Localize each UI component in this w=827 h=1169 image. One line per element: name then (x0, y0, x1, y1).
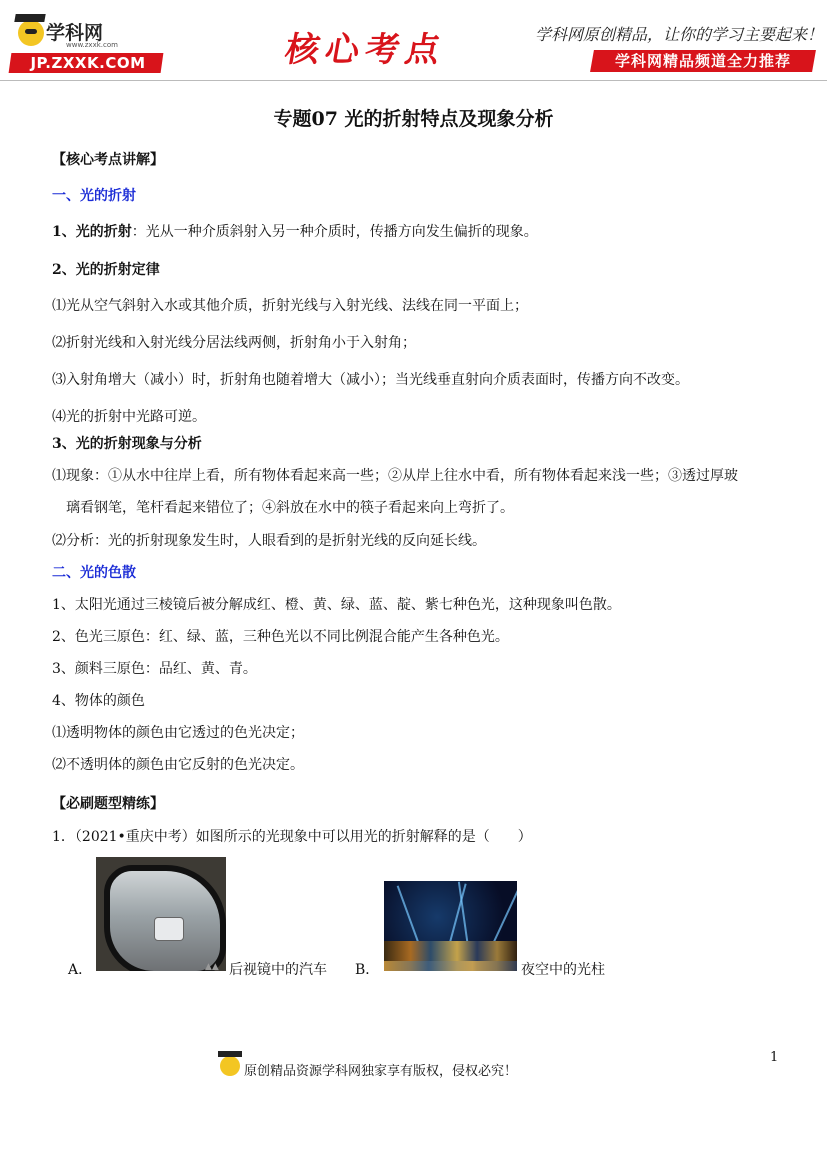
section-heading-core: 【核心考点讲解】 (52, 152, 164, 168)
header-title: 核心考点 (281, 30, 449, 70)
heading-refraction: 一、光的折射 (52, 188, 136, 204)
car-icon (154, 917, 184, 941)
law-item-1: ⑴光从空气斜射入水或其他介质，折射光线与入射光线、法线在同一平面上； (52, 298, 528, 314)
option-b-image[interactable] (384, 881, 517, 971)
page-number: 1 (770, 1050, 779, 1065)
footer-copyright: 原创精品资源学科网独家享有版权，侵权必究！ (244, 1064, 518, 1079)
water-reflection (384, 961, 517, 971)
subheading-law: 2、光的折射定律 (52, 262, 160, 278)
document-title: 专题07 光的折射特点及现象分析 (273, 108, 554, 130)
phenomena-line-1: ⑴现象：①从水中往岸上看，所有物体看起来高一些；②从岸上往水中看，所有物体看起来浅一些；③透过厚玻 (52, 468, 738, 484)
section-heading-practice: 【必刷题型精练】 (52, 796, 164, 812)
analysis-line: ⑵分析：光的折射现象发生时，人眼看到的是折射光线的反向延长线。 (52, 533, 486, 549)
header-slogan: 学科网原创精品，让你的学习主要起来！ (535, 25, 824, 44)
picture-placeholder-icon: ▲▲ (205, 962, 219, 972)
dispersion-item-2: 2、色光三原色：红、绿、蓝，三种色光以不同比例混合能产生各种色光。 (52, 629, 509, 645)
phenomena-line-2: 璃看钢笔，笔杆看起来错位了；④斜放在水中的筷子看起来向上弯折了。 (66, 500, 514, 516)
heading-dispersion: 二、光的色散 (52, 565, 136, 581)
option-b-text[interactable]: 夜空中的光柱 (521, 962, 605, 978)
object-color-1: ⑴透明物体的颜色由它透过的色光决定； (52, 725, 304, 741)
option-a-label[interactable]: A． (68, 962, 93, 978)
question-1: 1．（2021•重庆中考）如图所示的光现象中可以用光的折射解释的是（ ） (52, 829, 532, 845)
dispersion-item-3: 3、颜料三原色：品红、黄、青。 (52, 661, 257, 677)
option-a-image[interactable] (96, 857, 226, 971)
option-a-text[interactable]: 后视镜中的汽车 (229, 962, 327, 978)
logo-url: www.zxxk.com (66, 41, 118, 49)
law-item-3: ⑶入射角增大（减小）时，折射角也随着增大（减小）；当光线垂直射向介质表面时，传播方向不改变。 (52, 372, 689, 388)
object-color-2: ⑵不透明体的颜色由它反射的色光决定。 (52, 757, 304, 773)
logo-mascot-icon (18, 20, 44, 46)
logo-domain[interactable]: JP.ZXXK.COM (30, 54, 146, 72)
header-divider (0, 80, 827, 81)
rearview-mirror-icon (104, 865, 226, 971)
logo-name: 学科网 (46, 22, 104, 44)
definition-text: ：光从一种介质斜射入另一种介质时，传播方向发生偏折的现象。 (131, 224, 538, 240)
option-b-label[interactable]: B． (355, 962, 380, 978)
subheading-phenomena: 3、光的折射现象与分析 (52, 436, 202, 452)
definition-paragraph (52, 221, 538, 241)
law-item-2: ⑵折射光线和入射光线分居法线两侧，折射角小于入射角； (52, 335, 416, 351)
dispersion-item-4: 4、物体的颜色 (52, 693, 145, 709)
promo-text: 学科网精品频道全力推荐 (614, 52, 791, 70)
footer-mascot-icon (220, 1056, 240, 1076)
dispersion-item-1: 1、太阳光通过三棱镜后被分解成红、橙、黄、绿、蓝、靛、紫七种色光，这种现象叫色散。 (52, 597, 621, 613)
law-item-4: ⑷光的折射中光路可逆。 (52, 409, 206, 425)
definition-label: 1、光的折射 (52, 224, 132, 240)
